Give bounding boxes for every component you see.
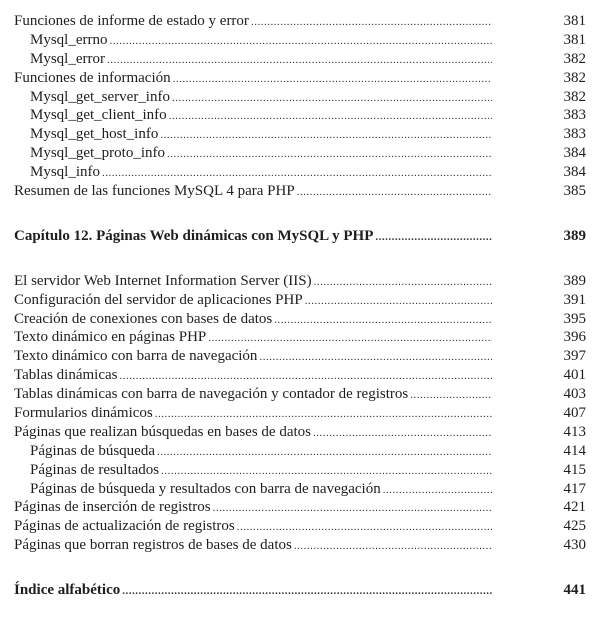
entry-page: 383 (563, 107, 586, 124)
dot-leader (314, 273, 492, 292)
dot-leader (208, 329, 492, 348)
toc-entry (14, 328, 586, 347)
entry-page: 381 (563, 13, 586, 29)
dot-leader (155, 405, 492, 424)
entry-title: Funciones de información (14, 69, 171, 86)
toc-entry (14, 461, 586, 480)
entry-page: 384 (563, 145, 586, 162)
entry-page: 382 (563, 50, 586, 67)
entry-title: Mysql_get_proto_info (30, 145, 165, 162)
entry-title: Mysql_get_server_info (30, 88, 170, 105)
toc-entry (14, 291, 586, 310)
entry-title: Mysql_info (30, 164, 101, 181)
toc-entry (14, 347, 586, 366)
entry-page: 396 (563, 329, 586, 346)
dot-leader (107, 51, 492, 70)
dot-leader (410, 386, 492, 405)
entry-title: Páginas de resultados (30, 461, 160, 478)
toc-entry (14, 480, 586, 499)
entry-page: 385 (563, 183, 586, 200)
entry-page: 403 (563, 386, 586, 403)
entry-page: 425 (563, 518, 586, 535)
entry-page: 397 (563, 348, 586, 365)
entry-title: Creación de conexiones con bases de datos (14, 310, 273, 327)
entry-page: 382 (563, 88, 586, 105)
toc-entry (14, 144, 586, 163)
toc-entry (14, 88, 586, 107)
entry-page: 391 (563, 291, 586, 308)
dot-leader (160, 126, 492, 145)
entry-page: 401 (563, 367, 586, 384)
toc-entry (14, 404, 586, 423)
entry-title: Mysql_get_client_info (30, 107, 167, 124)
dot-leader (375, 228, 492, 247)
entry-title: Tablas dinámicas (14, 367, 118, 384)
toc-entry (14, 423, 586, 442)
toc-entry (14, 106, 586, 125)
entry-page: 413 (563, 423, 586, 440)
toc-entry (14, 498, 586, 517)
entry-title: Páginas de búsqueda (30, 442, 155, 459)
toc-entry (14, 536, 586, 555)
entry-title: Texto dinámico con barra de navegación (14, 348, 258, 365)
dot-leader (167, 145, 492, 164)
toc-section-functions (14, 12, 586, 201)
dot-leader (169, 107, 492, 126)
entry-page: 395 (563, 310, 586, 327)
toc-entry (14, 310, 586, 329)
dot-leader (274, 311, 492, 330)
entry-title: Páginas que realizan búsquedas en bases de datos (14, 423, 311, 440)
entry-page: 381 (563, 31, 586, 48)
dot-leader (305, 292, 492, 311)
dot-leader (294, 537, 492, 556)
entry-title: Páginas de actualización de registros (14, 518, 235, 535)
dot-leader (120, 367, 493, 386)
dot-leader (259, 348, 492, 367)
dot-leader (161, 462, 492, 481)
dot-leader (213, 499, 492, 518)
entry-title: Páginas de inserción de registros (14, 499, 211, 516)
toc-entry (14, 50, 586, 69)
toc-entry (14, 442, 586, 461)
entry-page: 383 (563, 126, 586, 143)
dot-leader (383, 481, 492, 500)
dot-leader (251, 13, 492, 32)
entry-page: 430 (563, 537, 586, 554)
entry-title: Páginas de búsqueda y resultados con barra de navegación (30, 480, 381, 497)
toc-entry (14, 517, 586, 536)
entry-page: 414 (563, 442, 586, 459)
toc-entry (14, 31, 586, 50)
dot-leader (157, 443, 492, 462)
toc-section-chapter-12 (14, 272, 586, 555)
toc-entry (14, 272, 586, 291)
chapter-title: Capítulo 12. Páginas Web dinámicas con MySQL y PHP (14, 227, 374, 244)
index-page: 441 (563, 582, 586, 599)
toc-entry (14, 385, 586, 404)
entry-page: 389 (563, 272, 586, 289)
entry-title: Resumen de las funciones MySQL 4 para PHP (14, 183, 295, 200)
toc-entry (14, 182, 586, 201)
dot-leader (122, 582, 492, 601)
dot-leader (297, 183, 492, 202)
table-of-contents (14, 12, 586, 600)
dot-leader (172, 89, 492, 108)
entry-title: Tablas dinámicas con barra de navegación y contador de registros (14, 386, 409, 403)
entry-title: Configuración del servidor de aplicaciones PHP (14, 291, 303, 308)
toc-entry (14, 12, 586, 31)
dot-leader (110, 32, 493, 51)
toc-chapter-12 (14, 227, 586, 246)
toc-index (14, 581, 586, 600)
entry-page: 421 (563, 499, 586, 516)
chapter-page: 389 (563, 227, 586, 244)
dot-leader (173, 70, 492, 89)
entry-title: Formularios dinámicos (14, 405, 153, 422)
toc-entry (14, 125, 586, 144)
entry-title: Funciones de informe de estado y error (14, 13, 249, 29)
toc-entry (14, 69, 586, 88)
entry-title: Páginas que borran registros de bases de datos (14, 537, 292, 554)
entry-title: Mysql_get_host_info (30, 126, 159, 143)
dot-leader (237, 518, 492, 537)
entry-page: 384 (563, 164, 586, 181)
toc-entry (14, 163, 586, 182)
entry-page: 417 (563, 480, 586, 497)
dot-leader (313, 424, 492, 443)
index-title: Índice alfabético (14, 582, 121, 599)
entry-title: Texto dinámico en páginas PHP (14, 329, 207, 346)
entry-page: 382 (563, 69, 586, 86)
entry-page: 415 (563, 461, 586, 478)
dot-leader (102, 164, 492, 183)
entry-title: Mysql_errno (30, 31, 108, 48)
toc-entry (14, 366, 586, 385)
entry-title: Mysql_error (30, 50, 105, 67)
entry-page: 407 (563, 405, 586, 422)
entry-title: El servidor Web Internet Information Server (IIS) (14, 272, 312, 289)
